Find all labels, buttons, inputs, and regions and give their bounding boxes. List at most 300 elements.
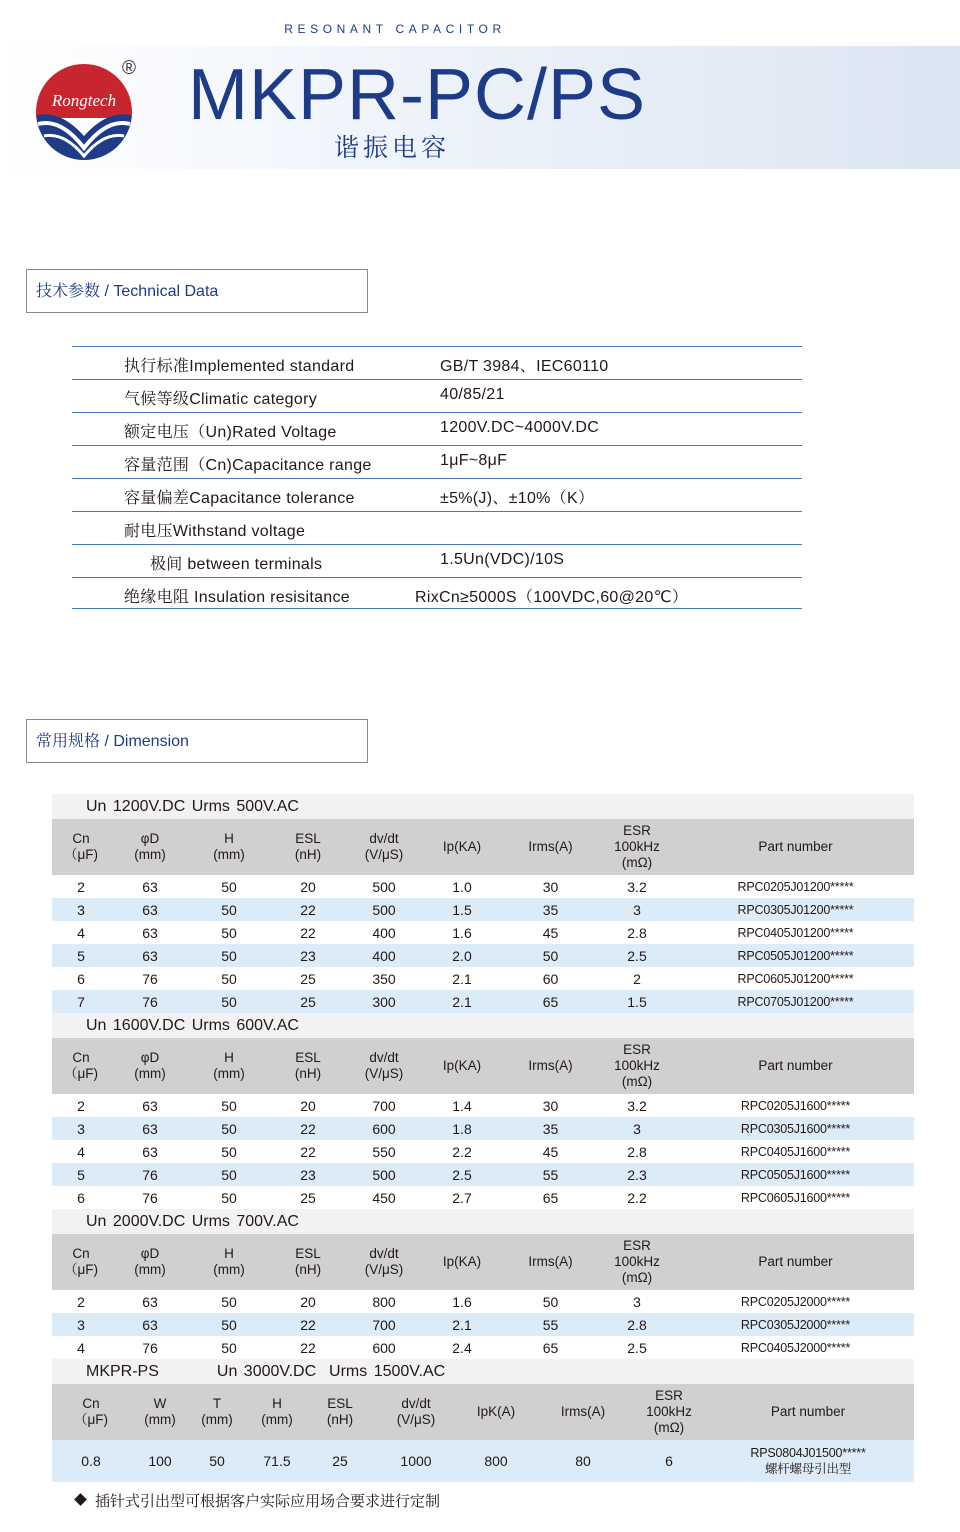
header-text: （μF): [73, 1412, 109, 1427]
diamond-bullet-icon: [74, 1493, 87, 1506]
header-text: φD: [140, 1050, 160, 1065]
part-number-cell: RPC0405J01200*****: [677, 921, 914, 944]
spec-value: 40/85/21: [440, 386, 505, 403]
table-cell: 76: [110, 967, 190, 990]
table-cell: 35: [504, 898, 597, 921]
col-esr: [597, 1038, 677, 1094]
spec-value: ±5%(J)、±10%（K）: [440, 490, 595, 507]
table-cell: 800: [462, 1440, 530, 1482]
table-cell: 63: [110, 875, 190, 898]
spec-value: GB/T 3984、IEC60110: [440, 358, 609, 375]
header-text: 100kHz: [614, 1058, 660, 1073]
header-text: H: [224, 1050, 234, 1065]
col-ip: [420, 819, 504, 875]
header-text: Cn: [82, 1396, 100, 1411]
rongtech-logo: [34, 56, 134, 162]
table-cell: 65: [504, 1186, 597, 1209]
col-dvdt: [348, 1234, 420, 1290]
col-irms: [504, 819, 597, 875]
header-text: （μF): [63, 1262, 99, 1277]
table-row: [52, 1094, 914, 1117]
table-cell: 2.2: [597, 1186, 677, 1209]
table-cell: 22: [268, 1117, 348, 1140]
header-text: H: [224, 831, 234, 846]
table-cell: 35: [504, 1117, 597, 1140]
table-cell: 2.0: [420, 944, 504, 967]
table-cell: 6: [636, 1440, 702, 1482]
table-cell: 25: [268, 1186, 348, 1209]
table-cell: 1.4: [420, 1094, 504, 1117]
header-text: dv/dt: [369, 831, 399, 846]
spec-value: 1μF~8μF: [440, 452, 508, 469]
table-cell: 400: [348, 921, 420, 944]
header-text: (mm): [213, 1262, 245, 1277]
header-text: φD: [140, 1246, 160, 1261]
table-cell: 76: [110, 1163, 190, 1186]
table-cell: 3: [597, 1117, 677, 1140]
part-number-cell: RPC0605J1600*****: [677, 1186, 914, 1209]
header-text: Cn: [72, 1050, 90, 1065]
table-cell: 63: [110, 921, 190, 944]
table-cell: 76: [110, 990, 190, 1013]
header-text: Cn: [72, 1246, 90, 1261]
col-diameter: [110, 1038, 190, 1094]
header-text: 100kHz: [614, 839, 660, 854]
table-cell: 3: [597, 898, 677, 921]
header-text: dv/dt: [401, 1396, 431, 1411]
col-diameter: [110, 819, 190, 875]
spec-grid: [52, 1234, 914, 1359]
header-text: 100kHz: [646, 1404, 692, 1419]
table-row: [52, 1117, 914, 1140]
header-text: ESR: [623, 1238, 651, 1253]
table-cell: 500: [348, 1163, 420, 1186]
table-cell: 100: [130, 1440, 190, 1482]
table-cell: 2.8: [597, 1313, 677, 1336]
table-cell: 20: [268, 1290, 348, 1313]
table-cell: 5: [52, 944, 110, 967]
col-esr: [597, 1234, 677, 1290]
header-text: (mm): [134, 1066, 166, 1081]
header-text: Cn: [72, 831, 90, 846]
col-height: [190, 819, 268, 875]
header-text: （μF): [63, 1066, 99, 1081]
table-row: [52, 1140, 914, 1163]
group-title: Un 1200V.DC Urms 500V.AC: [52, 794, 914, 819]
table-row: [52, 944, 914, 967]
header-text: Part number: [758, 839, 833, 854]
table-cell: 3: [52, 1117, 110, 1140]
header-text: ESR: [623, 823, 651, 838]
spec-label: 额定电压（Un)Rated Voltage: [124, 424, 337, 441]
header-text: (mm): [261, 1412, 293, 1427]
header-text: ESL: [295, 831, 321, 846]
header-text: (V/μS): [396, 1412, 436, 1427]
table-cell: 600: [348, 1117, 420, 1140]
table-cell: 45: [504, 921, 597, 944]
table-cell: 63: [110, 898, 190, 921]
table-cell: 50: [190, 1163, 268, 1186]
table-cell: 25: [310, 1440, 370, 1482]
table-cell: 50: [504, 944, 597, 967]
col-height: [190, 1234, 268, 1290]
col-thickness: [190, 1384, 244, 1440]
spec-label: 容量偏差Capacitance tolerance: [124, 490, 355, 507]
part-number-cell: RPC0405J1600*****: [677, 1140, 914, 1163]
header-text: Ip(KA): [442, 1058, 482, 1073]
col-ip: [462, 1384, 530, 1440]
col-dvdt: [348, 819, 420, 875]
table-cell: 76: [110, 1186, 190, 1209]
spec-row: [72, 511, 802, 544]
table-cell: 76: [110, 1336, 190, 1359]
table-cell: 3: [52, 898, 110, 921]
table-row: [52, 990, 914, 1013]
col-dvdt: [370, 1384, 462, 1440]
header-text: (mm): [144, 1412, 176, 1427]
table-cell: 1.0: [420, 875, 504, 898]
table-cell: 20: [268, 875, 348, 898]
col-ip: [420, 1038, 504, 1094]
spec-value: 1200V.DC~4000V.DC: [440, 419, 600, 436]
spec-label: 执行标准Implemented standard: [124, 358, 355, 375]
table-cell: 2: [597, 967, 677, 990]
table-cell: 2.2: [420, 1140, 504, 1163]
header-text: ESL: [295, 1050, 321, 1065]
table-cell: 1.6: [420, 1290, 504, 1313]
header-text: dv/dt: [369, 1246, 399, 1261]
customization-note: [76, 1490, 440, 1511]
header-text: 100kHz: [614, 1254, 660, 1269]
part-number-cell: RPC0305J2000*****: [677, 1313, 914, 1336]
header-text: IpK(A): [476, 1404, 516, 1419]
table-cell: 25: [268, 990, 348, 1013]
header-text: 螺杆螺母引出型: [764, 1462, 852, 1476]
spec-value: 1.5Un(VDC)/10S: [440, 551, 565, 568]
table-cell: 7: [52, 990, 110, 1013]
table-cell: 5: [52, 1163, 110, 1186]
table-cell: 23: [268, 1163, 348, 1186]
note-text: 插针式引出型可根据客户实际应用场合要求进行定制: [95, 1493, 441, 1510]
spec-row: [72, 577, 802, 609]
part-number-cell: RPC0205J01200*****: [677, 875, 914, 898]
col-height: [244, 1384, 310, 1440]
col-part-number: [677, 1234, 914, 1290]
col-esl: [268, 1038, 348, 1094]
spec-row: [72, 346, 802, 379]
header-text: (nH): [326, 1412, 354, 1427]
header-text: Ip(KA): [442, 1254, 482, 1269]
table-cell: 300: [348, 990, 420, 1013]
header-text: (V/μS): [364, 847, 404, 862]
header-text: Part number: [758, 1254, 833, 1269]
model-subtitle: 谐振电容: [334, 134, 451, 162]
table-cell: 2.8: [597, 921, 677, 944]
table-cell: 65: [504, 1336, 597, 1359]
header-text: H: [272, 1396, 282, 1411]
header-text: H: [224, 1246, 234, 1261]
group-title: Un 1600V.DC Urms 600V.AC: [52, 1013, 914, 1038]
table-cell: 2.1: [420, 1313, 504, 1336]
table-cell: 30: [504, 1094, 597, 1117]
table-cell: 25: [268, 967, 348, 990]
table-cell: 4: [52, 1336, 110, 1359]
spec-label: 绝缘电阻 Insulation resisitance: [124, 589, 350, 606]
col-part-number: [702, 1384, 914, 1440]
table-cell: 45: [504, 1140, 597, 1163]
spec-label: 极间 between terminals: [150, 556, 323, 573]
table-cell: 1.6: [420, 921, 504, 944]
table-cell: 1.8: [420, 1117, 504, 1140]
table-cell: 22: [268, 921, 348, 944]
header-row: [52, 819, 914, 875]
table-cell: 2.4: [420, 1336, 504, 1359]
part-number-cell: RPC0505J01200*****: [677, 944, 914, 967]
col-dvdt: [348, 1038, 420, 1094]
table-cell: 3: [597, 1290, 677, 1313]
header-text: (nH): [294, 1066, 322, 1081]
header-text: (mm): [134, 1262, 166, 1277]
header-text: T: [212, 1396, 222, 1411]
col-part-number: [677, 819, 914, 875]
table-cell: 2.3: [597, 1163, 677, 1186]
table-cell: 55: [504, 1163, 597, 1186]
spec-row: [72, 544, 802, 577]
col-irms: [504, 1234, 597, 1290]
table-cell: 3.2: [597, 1094, 677, 1117]
table-cell: 50: [190, 1336, 268, 1359]
table-cell: 2.1: [420, 967, 504, 990]
table-cell: 1.5: [420, 898, 504, 921]
spec-grid: [52, 1038, 914, 1209]
table-cell: 60: [504, 967, 597, 990]
spec-row: [72, 445, 802, 478]
table-cell: 0.8: [52, 1440, 130, 1482]
header-text: (mΩ): [621, 855, 653, 870]
table-cell: 50: [190, 1094, 268, 1117]
header-text: dv/dt: [369, 1050, 399, 1065]
table-row: [52, 1440, 914, 1482]
table-cell: 50: [190, 1117, 268, 1140]
table-cell: 50: [190, 921, 268, 944]
table-row: [52, 1186, 914, 1209]
table-cell: 23: [268, 944, 348, 967]
table-cell: 50: [190, 1186, 268, 1209]
col-cn: [52, 1234, 110, 1290]
table-cell: 2: [52, 875, 110, 898]
part-number-cell: RPC0305J01200*****: [677, 898, 914, 921]
table-row: [52, 1163, 914, 1186]
table-cell: 350: [348, 967, 420, 990]
table-cell: 63: [110, 1094, 190, 1117]
table-cell: 71.5: [244, 1440, 310, 1482]
part-number-cell: RPC0305J1600*****: [677, 1117, 914, 1140]
header-text: ESL: [327, 1396, 353, 1411]
table-cell: 2.5: [597, 944, 677, 967]
table-cell: 50: [190, 1140, 268, 1163]
header-text: RPS0804J01500*****: [750, 1446, 866, 1460]
header-text: (mm): [201, 1412, 233, 1427]
table-cell: 63: [110, 1313, 190, 1336]
table-cell: 4: [52, 921, 110, 944]
group-title: Un 2000V.DC Urms 700V.AC: [52, 1209, 914, 1234]
table-cell: 50: [190, 875, 268, 898]
part-number-cell: RPC0205J1600*****: [677, 1094, 914, 1117]
col-esl: [268, 819, 348, 875]
logo-text: Rongtech: [51, 91, 117, 110]
table-cell: 2.8: [597, 1140, 677, 1163]
table-cell: 400: [348, 944, 420, 967]
header-text: (nH): [294, 847, 322, 862]
header-text: ESL: [295, 1246, 321, 1261]
part-number-cell: RPC0605J01200*****: [677, 967, 914, 990]
table-cell: 30: [504, 875, 597, 898]
col-part-number: [677, 1038, 914, 1094]
header-text: Irms(A): [528, 1254, 573, 1269]
table-cell: 80: [530, 1440, 636, 1482]
col-width: [130, 1384, 190, 1440]
table-cell: 50: [190, 967, 268, 990]
table-cell: 50: [190, 990, 268, 1013]
spec-row: [72, 379, 802, 412]
table-cell: 6: [52, 1186, 110, 1209]
table-cell: 3.2: [597, 875, 677, 898]
table-cell: 20: [268, 1094, 348, 1117]
spec-value: RixCn≥5000S（100VDC,60@20℃）: [415, 589, 689, 606]
table-row: [52, 967, 914, 990]
table-cell: 55: [504, 1313, 597, 1336]
header-text: Irms(A): [528, 839, 573, 854]
table-cell: 2.7: [420, 1186, 504, 1209]
table-cell: 22: [268, 1336, 348, 1359]
table-row: [52, 875, 914, 898]
table-cell: 63: [110, 1290, 190, 1313]
table-cell: 3: [52, 1313, 110, 1336]
model-title: MKPR-PC/PS: [188, 55, 647, 135]
col-esl: [310, 1384, 370, 1440]
table-cell: 50: [190, 1290, 268, 1313]
header-text: (mΩ): [653, 1420, 685, 1435]
table-cell: 2.5: [597, 1336, 677, 1359]
table-cell: 22: [268, 898, 348, 921]
table-cell: 700: [348, 1313, 420, 1336]
technical-data-heading: 技术参数 / Technical Data: [26, 269, 368, 313]
table-cell: 500: [348, 898, 420, 921]
table-cell: 63: [110, 944, 190, 967]
ps-grid: [52, 1384, 914, 1482]
col-diameter: [110, 1234, 190, 1290]
part-number-cell: [702, 1440, 914, 1482]
table-row: [52, 921, 914, 944]
dimension-tables: [52, 794, 914, 1482]
table-cell: 63: [110, 1117, 190, 1140]
col-esr: [636, 1384, 702, 1440]
col-cn: [52, 1384, 130, 1440]
col-esl: [268, 1234, 348, 1290]
spec-row: [72, 412, 802, 445]
part-number-cell: RPC0705J01200*****: [677, 990, 914, 1013]
col-ip: [420, 1234, 504, 1290]
table-cell: 50: [190, 944, 268, 967]
table-cell: 2.5: [420, 1163, 504, 1186]
table-row: [52, 898, 914, 921]
table-cell: 600: [348, 1336, 420, 1359]
header-text: (mΩ): [621, 1270, 653, 1285]
table-cell: 2: [52, 1094, 110, 1117]
header-text: Ip(KA): [442, 839, 482, 854]
col-esr: [597, 819, 677, 875]
header-row: [52, 1038, 914, 1094]
table-cell: 500: [348, 875, 420, 898]
header-text: Irms(A): [560, 1404, 606, 1419]
table-cell: 50: [190, 1313, 268, 1336]
header-row: [52, 1234, 914, 1290]
table-cell: 6: [52, 967, 110, 990]
table-cell: 63: [110, 1140, 190, 1163]
spec-row: [72, 478, 802, 511]
table-cell: 450: [348, 1186, 420, 1209]
spec-label: 耐电压Withstand voltage: [124, 523, 306, 540]
header-text: ESR: [623, 1042, 651, 1057]
table-cell: 2: [52, 1290, 110, 1313]
header-text: (V/μS): [364, 1066, 404, 1081]
table-cell: 4: [52, 1140, 110, 1163]
table-row: [52, 1290, 914, 1313]
col-irms: [530, 1384, 636, 1440]
header-text: (mm): [213, 847, 245, 862]
table-cell: 800: [348, 1290, 420, 1313]
table-row: [52, 1313, 914, 1336]
table-cell: 550: [348, 1140, 420, 1163]
table-row: [52, 1336, 914, 1359]
header-text: φD: [140, 831, 160, 846]
col-irms: [504, 1038, 597, 1094]
table-cell: 65: [504, 990, 597, 1013]
table-cell: 22: [268, 1140, 348, 1163]
col-cn: [52, 819, 110, 875]
dimension-heading: 常用规格 / Dimension: [26, 719, 368, 763]
technical-data-table: [72, 346, 802, 609]
header-text: W: [153, 1396, 167, 1411]
table-cell: 22: [268, 1313, 348, 1336]
spec-grid: [52, 819, 914, 1013]
spec-label: 容量范围（Cn)Capacitance range: [124, 457, 372, 474]
col-height: [190, 1038, 268, 1094]
header-text: (mm): [213, 1066, 245, 1081]
header-text: Part number: [770, 1404, 846, 1419]
part-number-cell: RPC0405J2000*****: [677, 1336, 914, 1359]
table-cell: 2.1: [420, 990, 504, 1013]
table-cell: 50: [504, 1290, 597, 1313]
header-text: (mm): [134, 847, 166, 862]
part-number-cell: RPC0505J1600*****: [677, 1163, 914, 1186]
header-row: [52, 1384, 914, 1440]
top-label: RESONANT CAPACITOR: [284, 22, 506, 36]
table-cell: 700: [348, 1094, 420, 1117]
table-cell: 50: [190, 898, 268, 921]
part-number-cell: RPC0205J2000*****: [677, 1290, 914, 1313]
spec-label: 气候等级Climatic category: [124, 391, 318, 408]
table-cell: 50: [190, 1440, 244, 1482]
group-title: MKPR-PS Un 3000V.DC Urms 1500V.AC: [52, 1359, 914, 1384]
header-text: (mΩ): [621, 1074, 653, 1089]
col-cn: [52, 1038, 110, 1094]
header-text: (nH): [294, 1262, 322, 1277]
registered-mark: ®: [122, 58, 136, 79]
header-text: Part number: [758, 1058, 833, 1073]
table-cell: 1.5: [597, 990, 677, 1013]
header-text: ESR: [655, 1388, 683, 1403]
